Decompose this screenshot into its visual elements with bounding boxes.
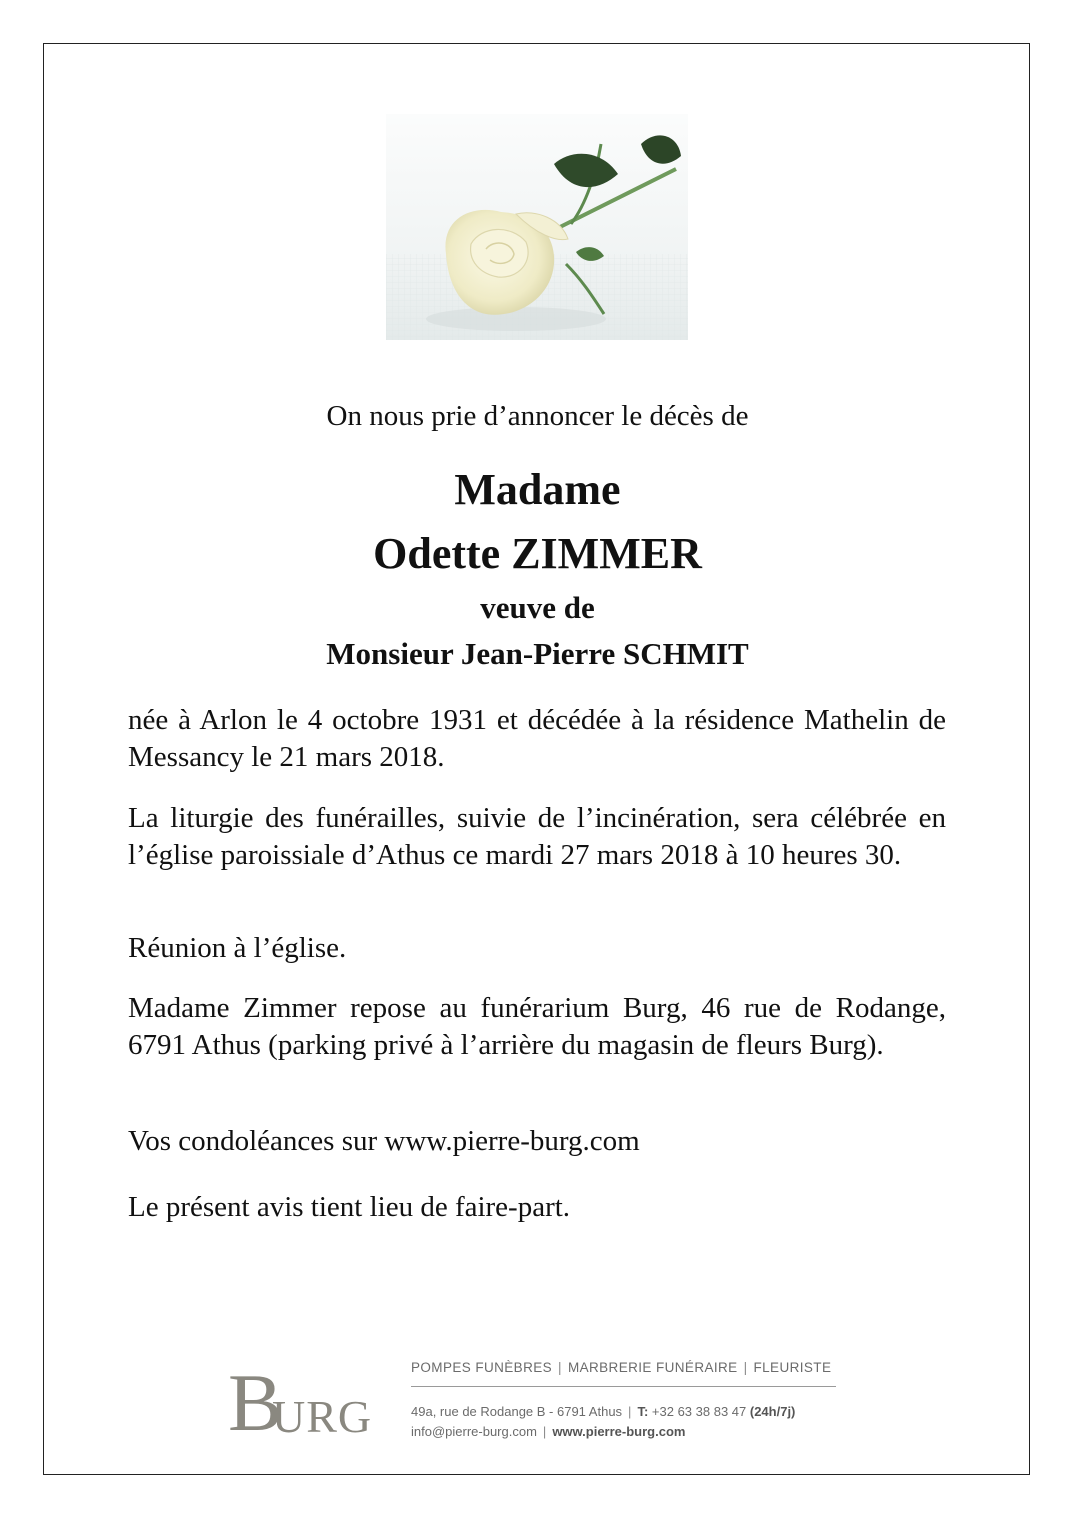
condolences-paragraph: Vos condoléances sur www.pierre-burg.com bbox=[128, 1125, 640, 1157]
service-funeral: POMPES FUNÈBRES bbox=[411, 1360, 553, 1375]
svg-text:URG: URG bbox=[272, 1391, 373, 1438]
contact-block bbox=[411, 1402, 851, 1442]
address-line bbox=[411, 1402, 851, 1422]
deceased-name: Odette ZIMMER bbox=[373, 529, 702, 578]
announcement-intro: On nous prie d’annoncer le décès de bbox=[326, 400, 749, 432]
funerarium-paragraph: Madame Zimmer repose au funérarium Burg, 46 rue de Rodange, 6791 Athus (parking privé à l’arrière du magasin de fleurs Burg). bbox=[128, 992, 946, 1061]
svg-text:B: B bbox=[228, 1358, 283, 1438]
address: 49a, rue de Rodange B - 6791 Athus bbox=[411, 1404, 623, 1419]
service-masonry: MARBRERIE FUNÉRAIRE bbox=[567, 1360, 738, 1375]
funeral-paragraph: La liturgie des funérailles, suivie de l’incinération, sera célébrée en l’église paroissiale d’Athus ce mardi 27 mars 2018 à 10 heures 30. bbox=[128, 802, 946, 871]
phone-label: T: bbox=[637, 1404, 649, 1419]
birth-death-paragraph: née à Arlon le 4 octobre 1931 et décédée à la résidence Mathelin de Messancy le 21 mars 2018. bbox=[128, 704, 946, 773]
email-link[interactable]: info@pierre-burg.com bbox=[411, 1424, 537, 1439]
notice-paragraph: Le présent avis tient lieu de faire-part. bbox=[128, 1191, 571, 1223]
separator: | bbox=[558, 1360, 562, 1375]
email-line bbox=[411, 1422, 851, 1442]
footer-divider bbox=[411, 1386, 836, 1387]
website-link[interactable]: www.pierre-burg.com bbox=[552, 1424, 686, 1439]
separator: | bbox=[743, 1360, 748, 1375]
services-line bbox=[411, 1360, 836, 1375]
relation-label: veuve de bbox=[480, 590, 595, 625]
meeting-paragraph: Réunion à l’église. bbox=[128, 932, 347, 964]
service-florist: FLEURISTE bbox=[753, 1360, 832, 1375]
white-rose-photo bbox=[386, 114, 688, 340]
phone-number: +32 63 38 83 47 bbox=[651, 1404, 747, 1419]
separator: | bbox=[542, 1424, 547, 1439]
deceased-title: Madame bbox=[454, 465, 621, 514]
burg-logo bbox=[226, 1358, 376, 1438]
separator: | bbox=[628, 1404, 632, 1419]
spouse-name: Monsieur Jean-Pierre SCHMIT bbox=[326, 636, 749, 671]
phone-hours: (24h/7j) bbox=[749, 1404, 796, 1419]
